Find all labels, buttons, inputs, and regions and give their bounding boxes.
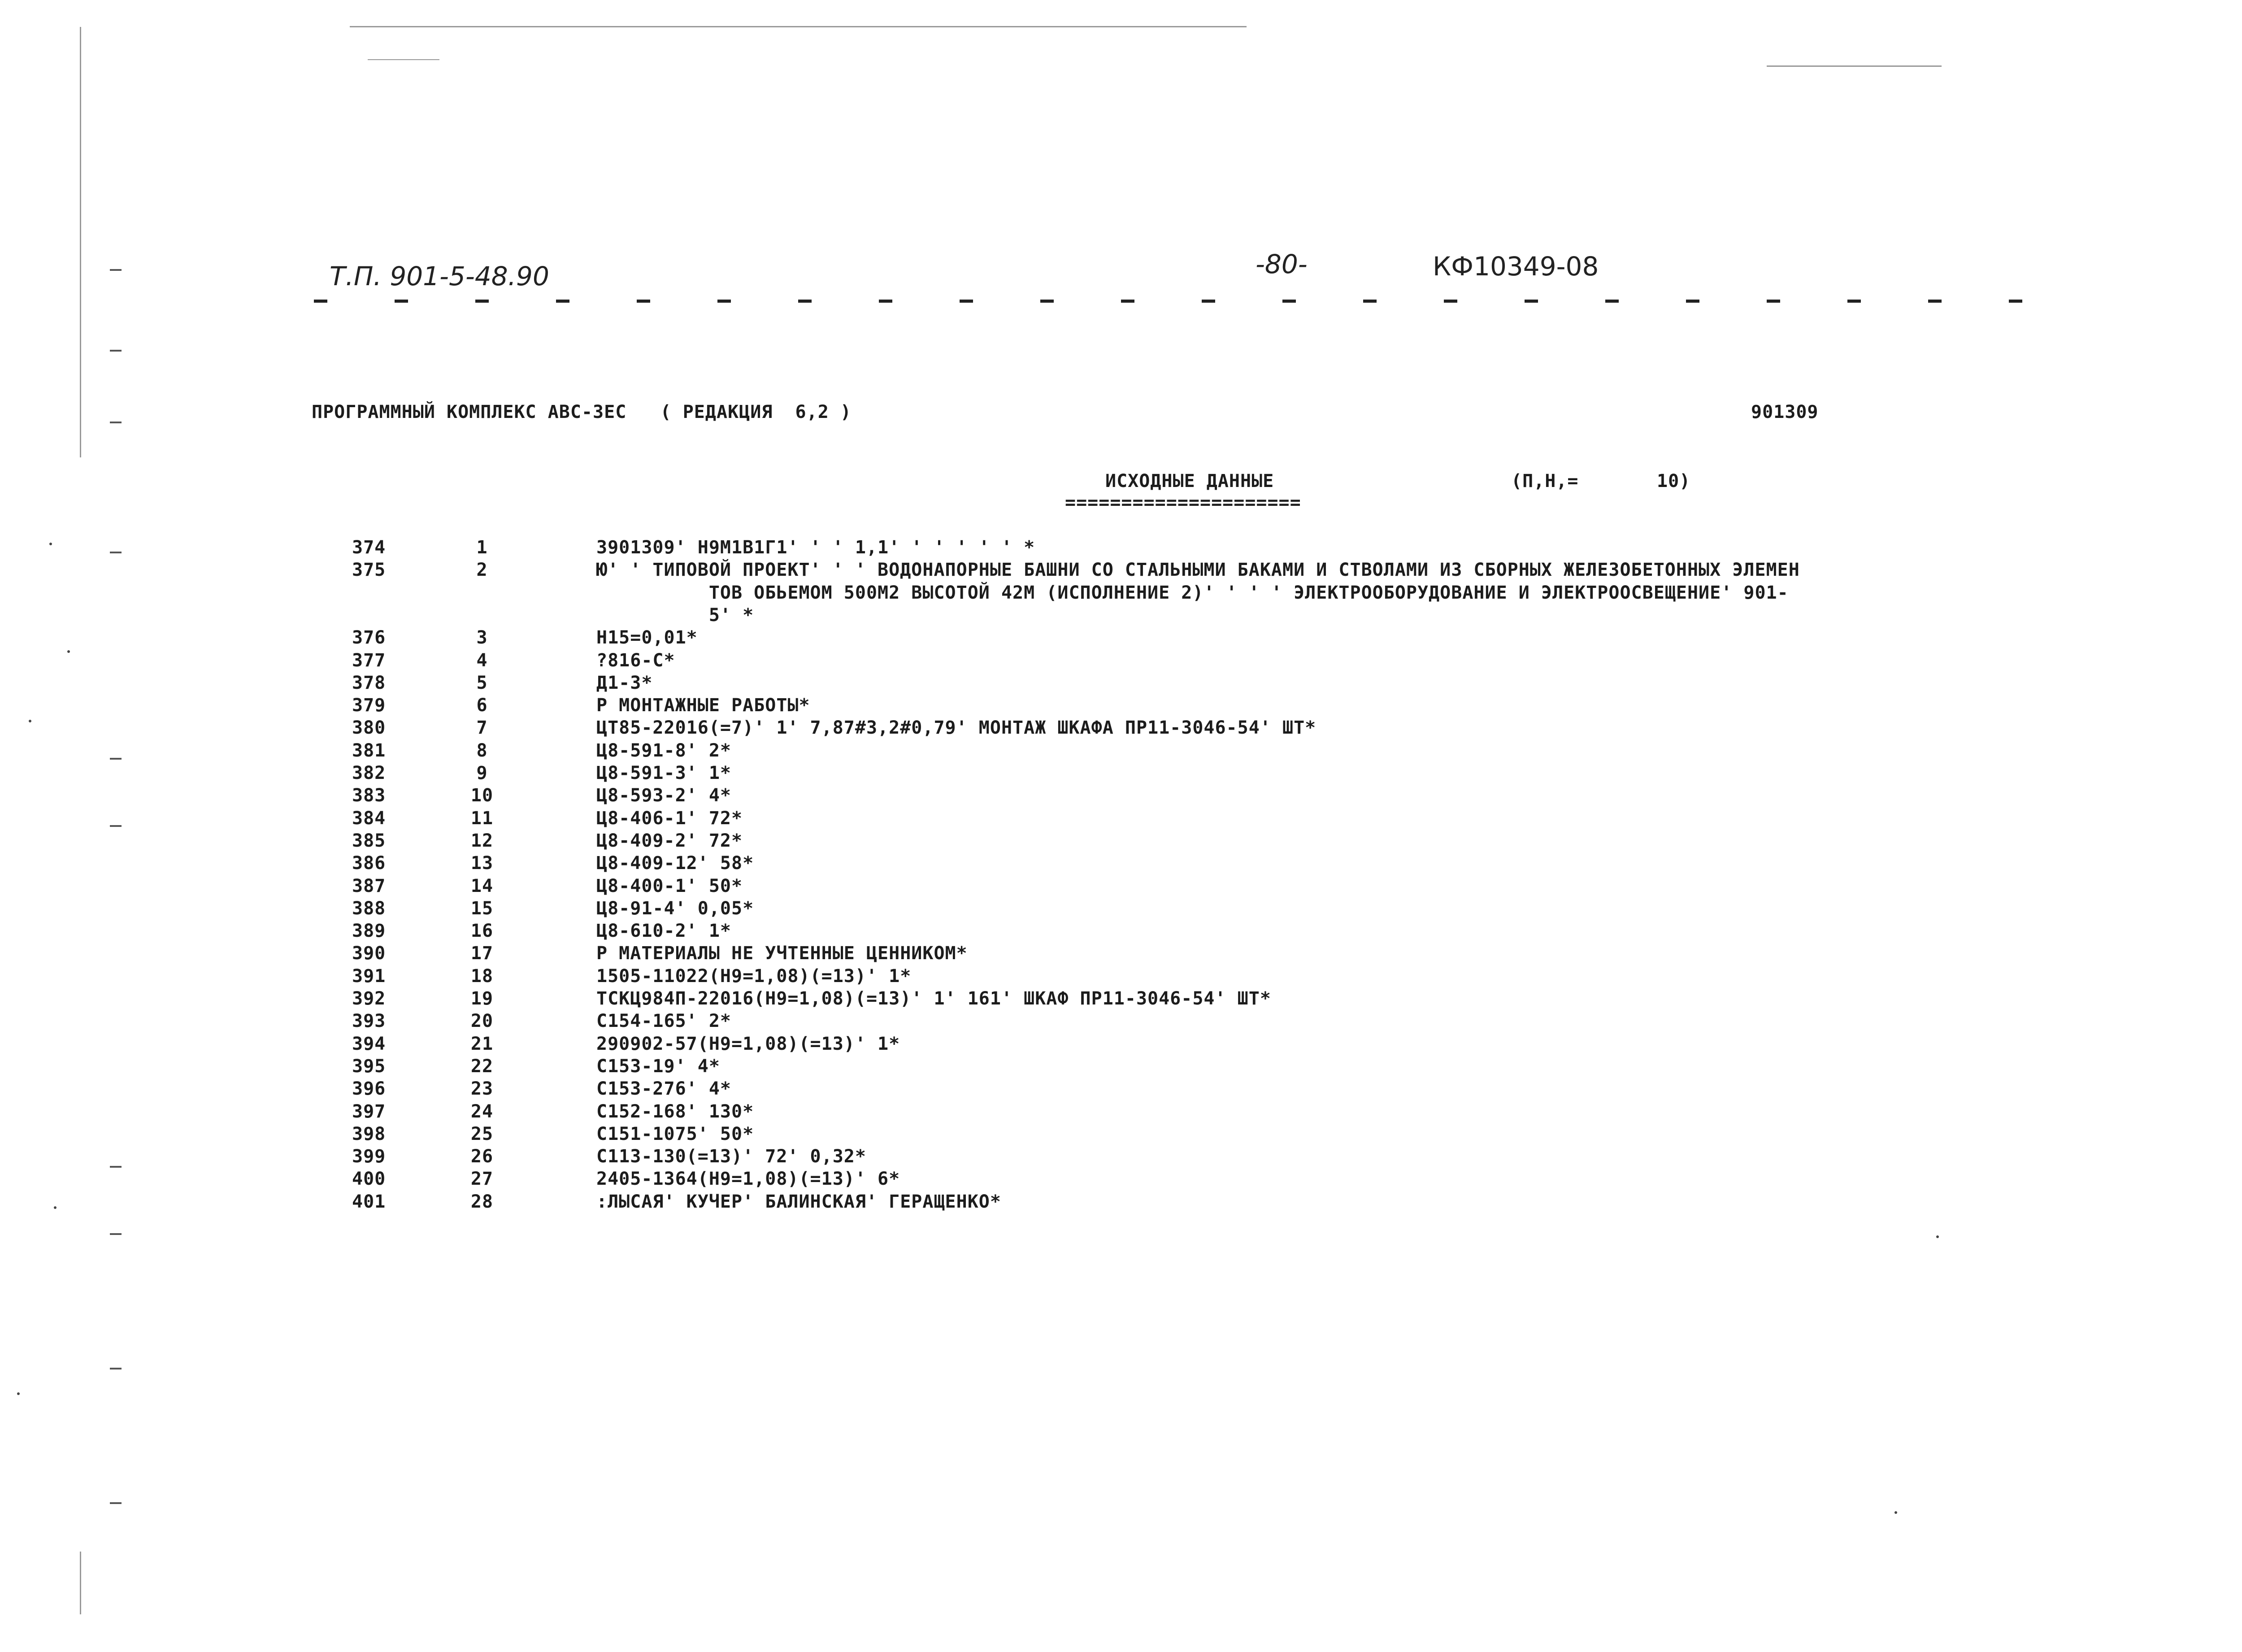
row-line-number: 391 <box>352 965 386 987</box>
row-text: Ц8-409-2' 72* <box>596 830 743 851</box>
row-line-number: 392 <box>352 988 386 1009</box>
table-row <box>0 1169 2242 1191</box>
table-row <box>0 1011 2242 1033</box>
row-text: С113-130(=13)' 72' 0,32* <box>596 1146 866 1167</box>
margin-tick <box>110 269 122 271</box>
section-underline: ===================== <box>1065 492 1301 513</box>
table-row <box>0 898 2242 921</box>
row-text: 1505-11022(Н9=1,08)(=13)' 1* <box>596 965 912 987</box>
row-line-number: 394 <box>352 1033 386 1054</box>
document-number: 901309 <box>1751 402 1819 422</box>
row-text: Ц8-400-1' 50* <box>596 875 743 896</box>
table-row <box>0 605 2242 627</box>
row-text: :ЛЫСАЯ' КУЧЕР' БАЛИНСКАЯ' ГЕРАЩЕНКО* <box>596 1191 1001 1212</box>
row-text: Д1-3* <box>596 672 653 693</box>
row-index: 28 <box>470 1191 494 1212</box>
row-index: 26 <box>470 1146 494 1167</box>
binding-edge <box>80 1552 81 1614</box>
row-line-number: 375 <box>352 560 386 581</box>
row-index: 13 <box>470 853 494 874</box>
row-line-number: 384 <box>352 808 386 829</box>
row-line-number: 387 <box>352 875 386 896</box>
margin-tick <box>110 1502 122 1504</box>
margin-tick <box>110 1368 122 1369</box>
scan-artifact-line <box>1767 65 1942 67</box>
row-line-number: 382 <box>352 763 386 783</box>
row-text: Ц8-409-12' 58* <box>596 853 754 874</box>
table-row <box>0 876 2242 898</box>
row-line-number: 399 <box>352 1146 386 1167</box>
table-row <box>0 1078 2242 1101</box>
table-row <box>0 1191 2242 1214</box>
row-index: 20 <box>470 1011 494 1032</box>
row-index: 21 <box>470 1033 494 1054</box>
row-index: 15 <box>470 898 494 919</box>
row-index: 8 <box>476 740 488 761</box>
margin-tick <box>110 1233 122 1235</box>
table-row <box>0 717 2242 740</box>
row-line-number: 385 <box>352 830 386 851</box>
row-text: ?816-С* <box>596 650 675 671</box>
row-index: 16 <box>470 921 494 942</box>
handwritten-project-code: Т.П. 901-5-48.90 <box>330 261 549 291</box>
scan-artifact-line <box>350 26 1247 27</box>
row-index: 2 <box>476 560 488 581</box>
row-line-number: 397 <box>352 1101 386 1122</box>
row-line-number: 379 <box>352 695 386 716</box>
table-row <box>0 695 2242 717</box>
table-row <box>0 966 2242 988</box>
row-line-number: 377 <box>352 650 386 671</box>
row-index: 6 <box>476 695 488 716</box>
table-row <box>0 921 2242 943</box>
table-row <box>0 785 2242 808</box>
table-row <box>0 808 2242 830</box>
row-index: 27 <box>470 1169 494 1190</box>
row-line-number: 396 <box>352 1078 386 1100</box>
row-index: 5 <box>476 672 488 693</box>
row-text: ТОВ ОБЬЕМОМ 500М2 ВЫСОТОЙ 42М (ИСПОЛНЕНИЕ 2)' ' ' ' ЭЛЕКТРООБОРУДОВАНИЕ И ЭЛЕКТРООСВЕЩЕНИЕ' 901- <box>596 582 1789 603</box>
row-text: С153-19' 4* <box>596 1056 720 1077</box>
row-text: Ц8-91-4' 0,05* <box>596 898 754 919</box>
row-text: 2405-1364(Н9=1,08)(=13)' 6* <box>596 1169 900 1190</box>
row-index: 7 <box>476 717 488 739</box>
table-row <box>0 1101 2242 1124</box>
handwritten-archive-code: КФ10349-08 <box>1433 251 1599 282</box>
table-row <box>0 853 2242 875</box>
row-line-number: 386 <box>352 853 386 874</box>
row-index: 9 <box>476 763 488 783</box>
row-text: Р МОНТАЖНЫЕ РАБОТЫ* <box>596 695 810 716</box>
margin-tick <box>110 350 122 352</box>
row-line-number: 383 <box>352 785 386 806</box>
table-row <box>0 943 2242 965</box>
scan-speck <box>17 1392 20 1395</box>
row-line-number: 400 <box>352 1169 386 1190</box>
scan-speck <box>1936 1235 1939 1238</box>
row-line-number: 398 <box>352 1123 386 1144</box>
row-text: ЦТ85-22016(=7)' 1' 7,87#3,2#0,79' МОНТАЖ ШКАФА ПР11-3046-54' ШТ* <box>596 717 1317 739</box>
row-text: С151-1075' 50* <box>596 1123 754 1144</box>
row-index: 19 <box>470 988 494 1009</box>
row-text: Ц8-406-1' 72* <box>596 808 743 829</box>
table-row <box>0 537 2242 560</box>
row-line-number: 401 <box>352 1191 386 1212</box>
table-row <box>0 560 2242 582</box>
row-line-number: 395 <box>352 1056 386 1077</box>
table-row <box>0 1124 2242 1146</box>
row-text: С154-165' 2* <box>596 1011 731 1032</box>
table-row <box>0 1056 2242 1078</box>
row-text: 5' * <box>596 604 754 626</box>
row-line-number: 389 <box>352 921 386 942</box>
row-index: 22 <box>470 1056 494 1077</box>
row-text: Ю' ' ТИПОВОЙ ПРОЕКТ' ' ' ВОДОНАПОРНЫЕ БАШНИ СО СТАЛЬНЫМИ БАКАМИ И СТВОЛАМИ ИЗ СБОРНЫХ ЖЕЛЕЗОБЕТОННЫХ ЭЛЕМЕН <box>596 560 1800 581</box>
program-title: ПРОГРАММНЫЙ КОМПЛЕКС АВС-3ЕС ( РЕДАКЦИЯ 6,2 ) <box>312 402 852 422</box>
pn-label: (П,Н,= <box>1511 471 1579 491</box>
table-row <box>0 1034 2242 1056</box>
table-row <box>0 583 2242 605</box>
row-line-number: 381 <box>352 740 386 761</box>
row-index: 14 <box>470 875 494 896</box>
row-index: 25 <box>470 1123 494 1144</box>
row-line-number: 390 <box>352 943 386 964</box>
row-index: 4 <box>476 650 488 671</box>
row-line-number: 393 <box>352 1011 386 1032</box>
row-index: 18 <box>470 965 494 987</box>
row-line-number: 374 <box>352 537 386 558</box>
table-row <box>0 830 2242 853</box>
row-index: 10 <box>470 785 494 806</box>
row-text: Ц8-591-8' 2* <box>596 740 731 761</box>
row-text: С152-168' 130* <box>596 1101 754 1122</box>
scan-speck <box>1894 1511 1897 1514</box>
dashed-separator <box>314 300 2027 304</box>
row-line-number: 378 <box>352 672 386 693</box>
row-text: ТСКЦ984П-22016(Н9=1,08)(=13)' 1' 161' ШКАФ ПР11-3046-54' ШТ* <box>596 988 1271 1009</box>
row-text: Ц8-593-2' 4* <box>596 785 731 806</box>
row-index: 11 <box>470 808 494 829</box>
row-text: Ц8-610-2' 1* <box>596 921 731 942</box>
row-index: 23 <box>470 1078 494 1100</box>
row-index: 12 <box>470 830 494 851</box>
table-row <box>0 673 2242 695</box>
row-index: 1 <box>476 537 488 558</box>
table-row <box>0 1146 2242 1169</box>
row-line-number: 380 <box>352 717 386 739</box>
row-index: 17 <box>470 943 494 964</box>
table-row <box>0 627 2242 650</box>
row-index: 3 <box>476 627 488 648</box>
table-row <box>0 650 2242 673</box>
margin-tick <box>110 422 122 423</box>
row-text: 290902-57(Н9=1,08)(=13)' 1* <box>596 1033 900 1054</box>
scan-artifact-line <box>368 59 439 60</box>
row-text: Н15=0,01* <box>596 627 698 648</box>
row-text: 3901309' Н9М1В1Г1' ' ' 1,1' ' ' ' ' ' * <box>596 537 1035 558</box>
binding-edge <box>80 27 81 457</box>
row-text: С153-276' 4* <box>596 1078 731 1100</box>
row-text: Ц8-591-3' 1* <box>596 763 731 783</box>
handwritten-page-number: -80- <box>1256 249 1308 279</box>
table-row <box>0 763 2242 785</box>
pn-value: 10) <box>1657 471 1691 491</box>
table-row <box>0 740 2242 763</box>
row-line-number: 388 <box>352 898 386 919</box>
row-line-number: 376 <box>352 627 386 648</box>
table-row <box>0 988 2242 1011</box>
row-index: 24 <box>470 1101 494 1122</box>
section-title: ИСХОДНЫЕ ДАННЫЕ <box>1105 471 1274 491</box>
row-text: Р МАТЕРИАЛЫ НЕ УЧТЕННЫЕ ЦЕННИКОМ* <box>596 943 968 964</box>
